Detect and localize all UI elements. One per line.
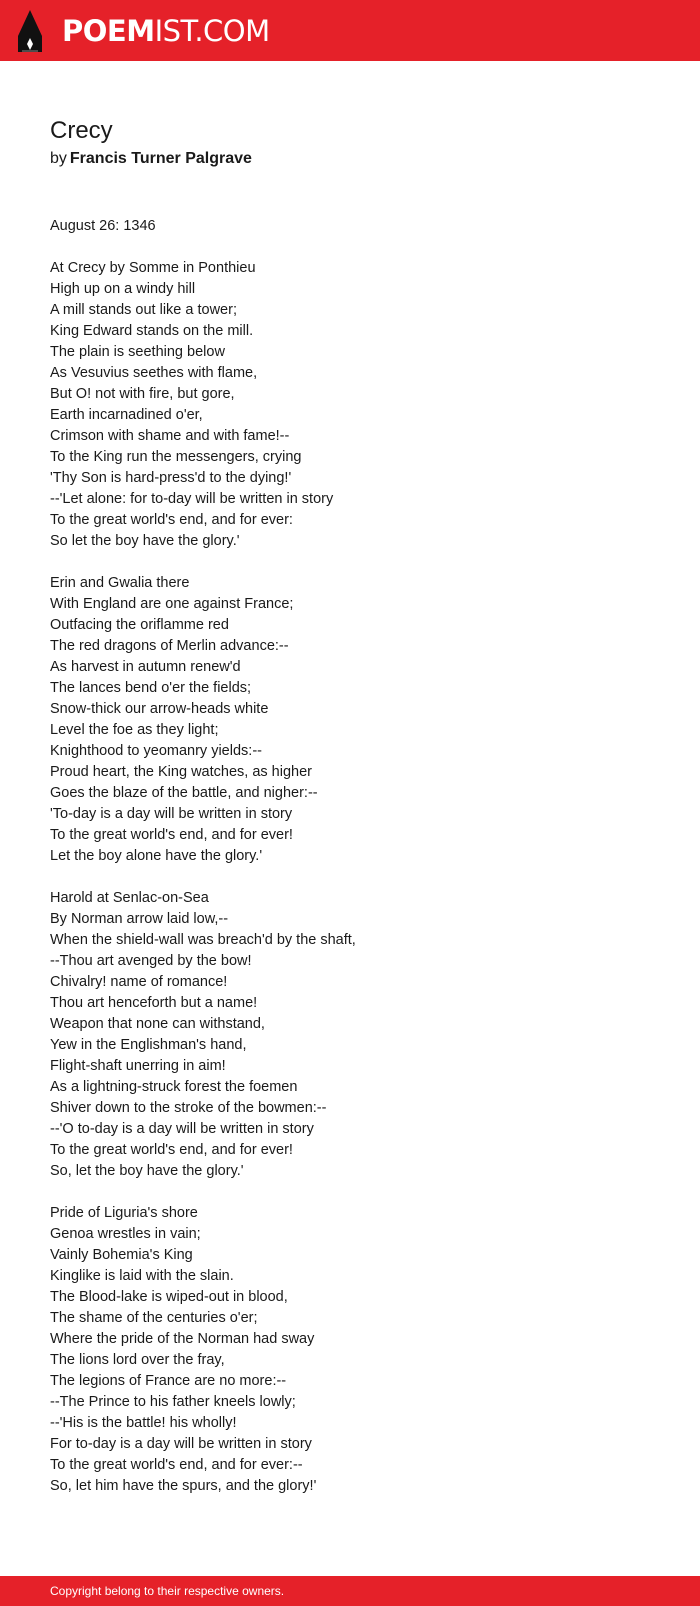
poem-line: A mill stands out like a tower; — [50, 302, 237, 318]
poem-stanza — [50, 1203, 650, 1497]
poem-line: --Thou art avenged by the bow! — [50, 953, 252, 969]
poem-author: Francis Turner Palgrave — [69, 150, 252, 167]
poem-stanza — [50, 888, 650, 1182]
stanza-gap — [50, 552, 650, 573]
poem-line: Flight-shaft unerring in aim! — [50, 1058, 226, 1074]
poem-line: The lances bend o'er the fields; — [50, 680, 252, 696]
poem-line: Vainly Bohemia's King — [50, 1247, 193, 1263]
stanza-gap — [50, 867, 650, 888]
poem-line: Yew in the Englishman's hand, — [50, 1037, 247, 1053]
logo-bold-text: POEM — [62, 13, 155, 48]
poem-line: The lions lord over the fray, — [50, 1352, 225, 1368]
stanza-gap — [50, 1182, 650, 1203]
poem-line: --'Let alone: for to-day will be written in story — [50, 491, 334, 507]
poem-line: By Norman arrow laid low,-- — [50, 911, 229, 927]
poem-line: August 26: 1346 — [50, 218, 156, 234]
site-header — [0, 0, 700, 61]
poem-line: Outfacing the oriflamme red — [50, 617, 229, 633]
poem-line: As Vesuvius seethes with flame, — [50, 365, 258, 381]
poem-line: Level the foe as they light; — [50, 722, 219, 738]
poem-line: To the great world's end, and for ever: — [50, 512, 293, 528]
poem-title: Crecy — [50, 117, 113, 144]
poem-line: So, let him have the spurs, and the glory!' — [50, 1478, 317, 1494]
poem-line: Where the pride of the Norman had sway — [50, 1331, 315, 1347]
poem-line: 'Thy Son is hard-press'd to the dying!' — [50, 470, 292, 486]
poem-line: When the shield-wall was breach'd by the shaft, — [50, 932, 356, 948]
poem-line: The red dragons of Merlin advance:-- — [50, 638, 289, 654]
site-logo-link[interactable] — [18, 10, 270, 52]
poem-line: --The Prince to his father kneels lowly; — [50, 1394, 296, 1410]
site-footer — [0, 1576, 700, 1606]
byline-prefix: by — [50, 150, 67, 167]
poem-line: But O! not with fire, but gore, — [50, 386, 235, 402]
poem-line: Proud heart, the King watches, as higher — [50, 764, 312, 780]
poem-line: The shame of the centuries o'er; — [50, 1310, 258, 1326]
footer-copyright: Copyright belong to their respective owners. — [50, 1584, 285, 1598]
poem-stanza — [50, 216, 650, 237]
poem-line: Weapon that none can withstand, — [50, 1016, 265, 1032]
logo-light-text: IST.COM — [154, 13, 270, 48]
poem-byline — [50, 148, 650, 170]
poem-line: With England are one against France; — [50, 596, 294, 612]
stanza-gap — [50, 237, 650, 258]
poem-line: Thou art henceforth but a name! — [50, 995, 258, 1011]
poem-line: King Edward stands on the mill. — [50, 323, 254, 339]
poem-body — [50, 216, 650, 1497]
poem-line: High up on a windy hill — [50, 281, 196, 297]
poem-line: The Blood-lake is wiped-out in blood, — [50, 1289, 288, 1305]
poem-line: The legions of France are no more:-- — [50, 1373, 287, 1389]
poem-content — [50, 114, 650, 1497]
poem-line: Goes the blaze of the battle, and nigher:-- — [50, 785, 318, 801]
poem-line: Pride of Liguria's shore — [50, 1205, 198, 1221]
poem-line: Erin and Gwalia there — [50, 575, 190, 591]
pencil-icon — [18, 10, 42, 52]
poem-line: --'O to-day is a day will be written in story — [50, 1121, 314, 1137]
poem-line: 'To-day is a day will be written in story — [50, 806, 293, 822]
poem-line: To the King run the messengers, crying — [50, 449, 302, 465]
poem-stanza — [50, 573, 650, 867]
poem-line: Let the boy alone have the glory.' — [50, 848, 263, 864]
poem-line: Crimson with shame and with fame!-- — [50, 428, 290, 444]
poem-line: Harold at Senlac-on-Sea — [50, 890, 209, 906]
poem-line: So let the boy have the glory.' — [50, 533, 240, 549]
poem-line: So, let the boy have the glory.' — [50, 1163, 244, 1179]
poem-line: Earth incarnadined o'er, — [50, 407, 203, 423]
poem-line: Genoa wrestles in vain; — [50, 1226, 201, 1242]
poem-line: Chivalry! name of romance! — [50, 974, 228, 990]
poem-line: The plain is seething below — [50, 344, 225, 360]
poem-line: Shiver down to the stroke of the bowmen:-- — [50, 1100, 327, 1116]
site-logo-text — [62, 13, 270, 48]
poem-line: Knighthood to yeomanry yields:-- — [50, 743, 262, 759]
poem-line: To the great world's end, and for ever! — [50, 827, 293, 843]
poem-line: --'His is the battle! his wholly! — [50, 1415, 237, 1431]
poem-line: As a lightning-struck forest the foemen — [50, 1079, 298, 1095]
poem-stanza — [50, 258, 650, 552]
poem-line: For to-day is a day will be written in story — [50, 1436, 312, 1452]
poem-line: To the great world's end, and for ever:-- — [50, 1457, 303, 1473]
poem-line: To the great world's end, and for ever! — [50, 1142, 293, 1158]
poem-line: Snow-thick our arrow-heads white — [50, 701, 269, 717]
poem-line: At Crecy by Somme in Ponthieu — [50, 260, 256, 276]
poem-line: As harvest in autumn renew'd — [50, 659, 241, 675]
poem-line: Kinglike is laid with the slain. — [50, 1268, 234, 1284]
